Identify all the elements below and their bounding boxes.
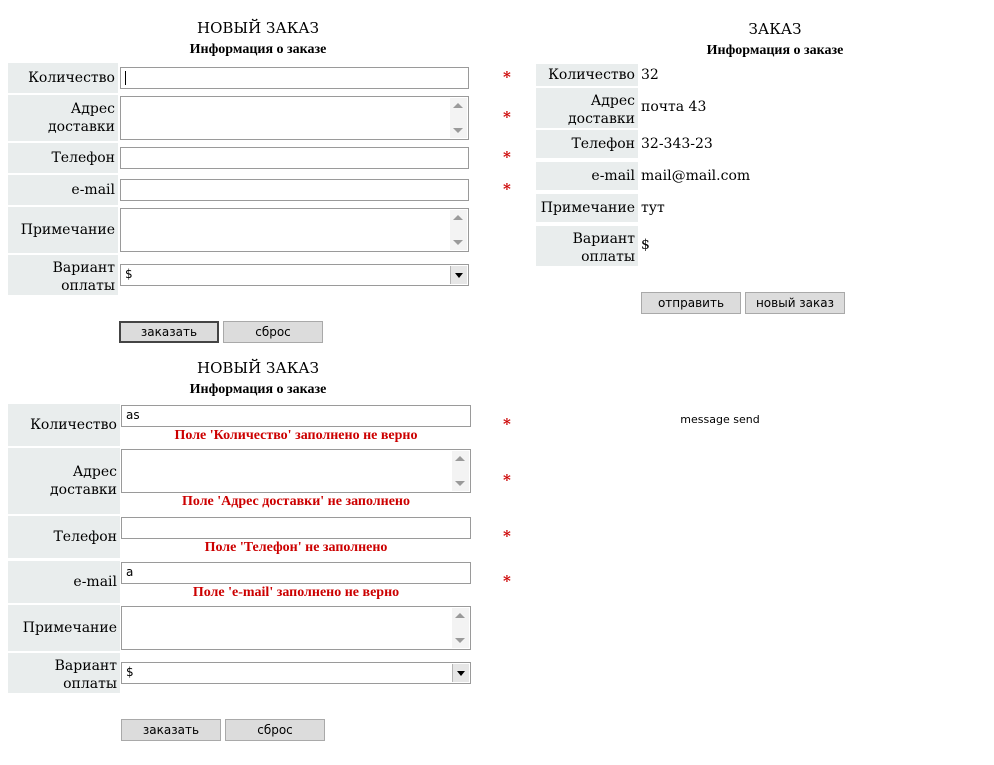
summary-quantity-value: 32 bbox=[641, 67, 659, 83]
summary-email-value: mail@mail.com bbox=[641, 168, 751, 184]
scroll-down-icon[interactable] bbox=[453, 240, 463, 245]
summary-subtitle: Информация о заказе bbox=[706, 43, 844, 58]
scroll-up-icon[interactable] bbox=[453, 215, 463, 220]
scrollbar[interactable] bbox=[452, 608, 469, 648]
required-mark: * bbox=[503, 572, 511, 590]
form2-title: НОВЫЙ ЗАКАЗ bbox=[196, 359, 320, 377]
summary-note-value: тут bbox=[641, 200, 665, 216]
form1-title: НОВЫЙ ЗАКАЗ bbox=[196, 19, 320, 37]
required-mark: * bbox=[503, 180, 511, 198]
scroll-up-icon[interactable] bbox=[455, 613, 465, 618]
scroll-down-icon[interactable] bbox=[455, 481, 465, 486]
summary-address-value: почта 43 bbox=[641, 99, 707, 115]
required-mark: * bbox=[503, 415, 511, 433]
summary-phone-value: 32-343-23 bbox=[641, 136, 713, 152]
summary-email-label: e-mail bbox=[536, 162, 638, 190]
scrollbar[interactable] bbox=[450, 210, 467, 250]
form2-address-label: Адрес доставки bbox=[8, 448, 120, 514]
form2-address-error: Поле 'Адрес доставки' не заполнено bbox=[182, 494, 410, 509]
form1-phone-input[interactable] bbox=[120, 147, 469, 169]
required-mark: * bbox=[503, 471, 511, 489]
form2-quantity-error: Поле 'Количество' заполнено не верно bbox=[174, 428, 418, 443]
form1-note-textarea[interactable] bbox=[120, 208, 469, 252]
form2-phone-input[interactable] bbox=[121, 517, 471, 539]
form2-submit-button[interactable]: заказать bbox=[121, 719, 221, 741]
chevron-down-icon[interactable] bbox=[452, 664, 469, 682]
required-mark: * bbox=[503, 108, 511, 126]
summary-payment-label: Вариант оплаты bbox=[536, 226, 638, 266]
form2-subtitle: Информация о заказе bbox=[189, 382, 327, 397]
text-cursor bbox=[125, 71, 126, 85]
form1-quantity-label: Количество bbox=[8, 63, 118, 93]
form1-subtitle: Информация о заказе bbox=[189, 42, 327, 57]
form2-phone-label: Телефон bbox=[8, 516, 120, 558]
status-message: message send bbox=[680, 413, 760, 426]
form1-address-textarea[interactable] bbox=[120, 96, 469, 140]
form2-payment-select[interactable]: $ bbox=[121, 662, 471, 684]
form2-payment-label: Вариант оплаты bbox=[8, 653, 120, 693]
required-mark: * bbox=[503, 68, 511, 86]
form2-reset-button[interactable]: сброс bbox=[225, 719, 325, 741]
form1-payment-select[interactable]: $ bbox=[120, 264, 469, 286]
summary-phone-label: Телефон bbox=[536, 130, 638, 158]
form1-email-label: e-mail bbox=[8, 175, 118, 205]
summary-quantity-label: Количество bbox=[536, 64, 638, 86]
scrollbar[interactable] bbox=[450, 98, 467, 138]
form2-quantity-input[interactable]: as bbox=[121, 405, 471, 427]
new-order-button[interactable]: новый заказ bbox=[745, 292, 845, 314]
form1-submit-button[interactable]: заказать bbox=[119, 321, 219, 343]
form2-note-textarea[interactable] bbox=[121, 606, 471, 650]
form1-phone-label: Телефон bbox=[8, 143, 118, 173]
send-button[interactable]: отправить bbox=[641, 292, 741, 314]
summary-title: ЗАКАЗ bbox=[748, 20, 802, 38]
form2-address-textarea[interactable] bbox=[121, 449, 471, 493]
form2-email-error: Поле 'e-mail' заполнено не верно bbox=[192, 585, 400, 600]
chevron-down-icon[interactable] bbox=[450, 266, 467, 284]
summary-note-label: Примечание bbox=[536, 194, 638, 222]
required-mark: * bbox=[503, 148, 511, 166]
summary-address-label: Адрес доставки bbox=[536, 88, 638, 128]
form1-address-label: Адрес доставки bbox=[8, 95, 118, 141]
scroll-up-icon[interactable] bbox=[453, 103, 463, 108]
form2-quantity-label: Количество bbox=[8, 404, 120, 446]
form2-email-input[interactable]: a bbox=[121, 562, 471, 584]
scroll-down-icon[interactable] bbox=[455, 638, 465, 643]
summary-payment-value: $ bbox=[641, 237, 650, 253]
form2-note-label: Примечание bbox=[8, 605, 120, 651]
required-mark: * bbox=[503, 527, 511, 545]
form1-quantity-input[interactable] bbox=[120, 67, 469, 89]
scroll-down-icon[interactable] bbox=[453, 128, 463, 133]
scrollbar[interactable] bbox=[452, 451, 469, 491]
form1-reset-button[interactable]: сброс bbox=[223, 321, 323, 343]
form2-email-label: e-mail bbox=[8, 561, 120, 603]
form1-payment-label: Вариант оплаты bbox=[8, 255, 118, 295]
form1-email-input[interactable] bbox=[120, 179, 469, 201]
form1-note-label: Примечание bbox=[8, 207, 118, 253]
scroll-up-icon[interactable] bbox=[455, 456, 465, 461]
form2-phone-error: Поле 'Телефон' не заполнено bbox=[204, 540, 388, 555]
